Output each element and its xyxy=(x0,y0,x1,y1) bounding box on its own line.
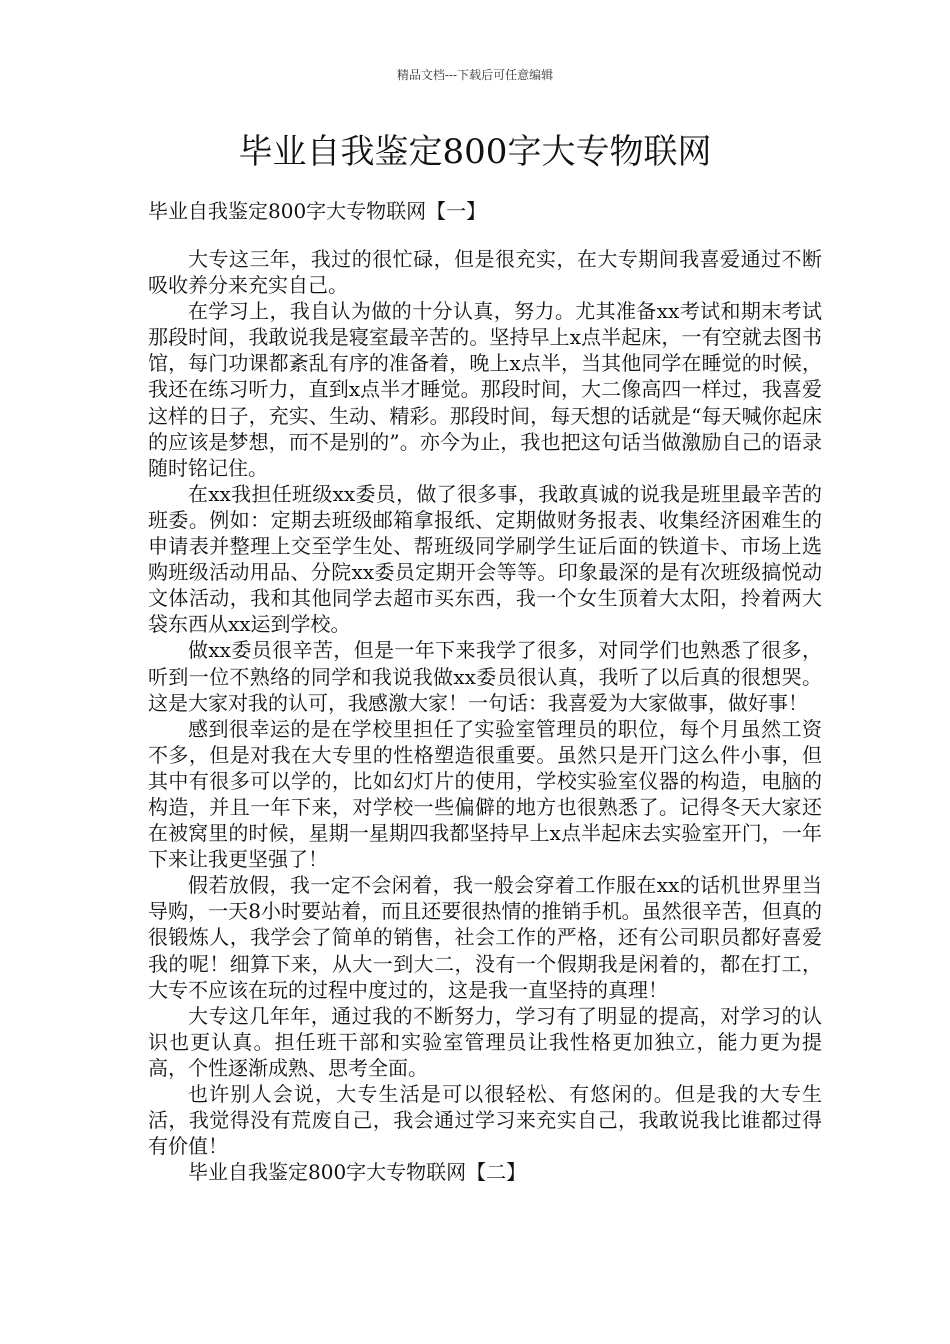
paragraph: 大专这三年，我过的很忙碌，但是很充实，在大专期间我喜爱通过不断吸收养分来充实自己。 xyxy=(148,247,822,298)
paragraph: 做xx委员很辛苦，但是一年下来我学了很多，对同学们也熟悉了很多，听到一位不熟络的同学和我说我做xx委员很认真，我听了以后真的很想哭。这是大家对我的认可，我感激大家！一句话：我喜爱为大家做事，做好事！ xyxy=(148,638,822,715)
paragraph: 在xx我担任班级xx委员，做了很多事，我敢真诚的说我是班里最辛苦的班委。例如：定期去班级邮箱拿报纸、定期做财务报表、收集经济困难生的申请表并整理上交至学生处、帮班级同学刷学生证后面的铁道卡、市场上选购班级活动用品、分院xx委员定期开会等等。印象最深的是有次班级搞悦动文体活动，我和其他同学去超市买东西，我一个女生顶着大太阳，拎着两大袋东西从xx运到学校。 xyxy=(148,481,822,637)
paragraph: 大专这几年年，通过我的不断努力，学习有了明显的提高，对学习的认识也更认真。担任班干部和实验室管理员让我性格更加独立，能力更为提高，个性逐渐成熟、思考全面。 xyxy=(148,1003,822,1080)
paragraph: 也许别人会说，大专生活是可以很轻松、有悠闲的。但是我的大专生活，我觉得没有荒废自己，我会通过学习来充实自己，我敢说我比谁都过得有价值！ xyxy=(148,1082,822,1159)
document-title: 毕业自我鉴定800字大专物联网 xyxy=(238,132,712,172)
header-note: 精品文档---下载后可任意编辑 xyxy=(396,68,554,82)
paragraph: 在学习上，我自认为做的十分认真，努力。尤其准备xx考试和期末考试那段时间，我敢说我是寝室最辛苦的。坚持早上x点半起床，一有空就去图书馆，每门功课都紊乱有序的准备着，晚上x点半，当其他同学在睡觉的时候，我还在练习听力，直到x点半才睡觉。那段时间，大二像高四一样过，我喜爱这样的日子，充实、生动、精彩。那段时间，每天想的话就是“每天喊你起床的应该是梦想，而不是别的”。亦今为止，我也把这句话当做激励自己的语录随时铭记住。 xyxy=(148,299,822,480)
body-text xyxy=(148,246,822,1185)
paragraph: 假若放假，我一定不会闲着，我一般会穿着工作服在xx的话机世界里当导购，一天8小时要站着，而且还要很热情的推销手机。虽然很辛苦，但真的很锻炼人，我学会了简单的销售，社会工作的严格，还有公司职员都好喜爱我的呢！细算下来，从大一到大二，没有一个假期我是闲着的，都在打工，大专不应该在玩的过程中度过的，这是我一直坚持的真理！ xyxy=(148,873,822,1002)
section-one-heading: 毕业自我鉴定800字大专物联网【一】 xyxy=(148,199,487,223)
section-two-heading: 毕业自我鉴定800字大专物联网【二】 xyxy=(188,1160,527,1185)
paragraph: 感到很幸运的是在学校里担任了实验室管理员的职位，每个月虽然工资不多，但是对我在大专里的性格塑造很重要。虽然只是开门这么件小事，但其中有很多可以学的，比如幻灯片的使用，学校实验室仪器的构造，电脑的构造，并且一年下来，对学校一些偏僻的地方也很熟悉了。记得冬天大家还在被窝里的时候，星期一星期四我都坚持早上x点半起床去实验室开门，一年下来让我更坚强了！ xyxy=(148,716,822,872)
